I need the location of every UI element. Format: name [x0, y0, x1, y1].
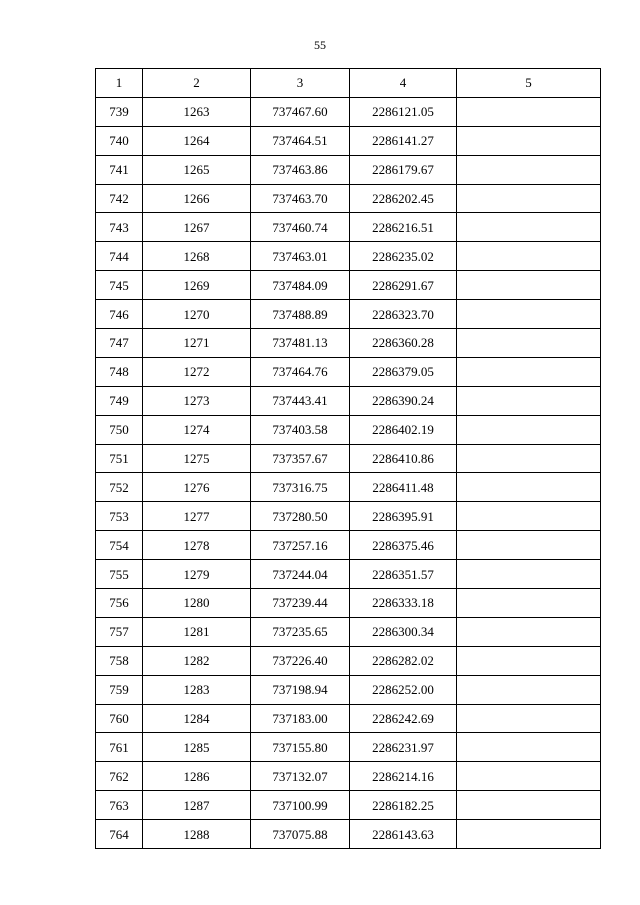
table-cell-col-4: 2286379.05: [350, 357, 457, 386]
table-cell-col-3: 737467.60: [251, 97, 350, 126]
table-cell-col-2: 1275: [143, 444, 251, 473]
table-cell-col-2: 1272: [143, 357, 251, 386]
table-cell-col-1: 747: [96, 329, 143, 358]
table-cell-col-1: 761: [96, 733, 143, 762]
table-cell-col-3: 737481.13: [251, 329, 350, 358]
table-cell-col-1: 758: [96, 646, 143, 675]
table-cell-col-1: 745: [96, 271, 143, 300]
table-row: [96, 271, 601, 300]
table-cell-col-5: [457, 646, 601, 675]
table-cell-col-5: [457, 589, 601, 618]
table-cell-col-5: [457, 560, 601, 589]
table-row: [96, 560, 601, 589]
table-cell-col-4: 2286179.67: [350, 155, 457, 184]
table-row: [96, 617, 601, 646]
table-cell-col-5: [457, 155, 601, 184]
table-cell-col-1: 753: [96, 502, 143, 531]
table-cell-col-3: 737463.70: [251, 184, 350, 213]
table-row: [96, 184, 601, 213]
table-cell-col-1: 739: [96, 97, 143, 126]
table-row: [96, 675, 601, 704]
table-cell-col-5: [457, 357, 601, 386]
table-cell-col-3: 737443.41: [251, 386, 350, 415]
table-row: [96, 820, 601, 849]
table-cell-col-4: 2286216.51: [350, 213, 457, 242]
table-cell-col-5: [457, 473, 601, 502]
column-header-3: 3: [251, 69, 350, 98]
table-cell-col-3: 737075.88: [251, 820, 350, 849]
table-cell-col-3: 737100.99: [251, 791, 350, 820]
table-cell-col-3: 737463.01: [251, 242, 350, 271]
table-cell-col-2: 1280: [143, 589, 251, 618]
table-cell-col-2: 1277: [143, 502, 251, 531]
table-row: [96, 155, 601, 184]
table-cell-col-5: [457, 271, 601, 300]
table-row: [96, 444, 601, 473]
table-cell-col-3: 737198.94: [251, 675, 350, 704]
table-cell-col-2: 1283: [143, 675, 251, 704]
table-cell-col-5: [457, 415, 601, 444]
table-cell-col-4: 2286351.57: [350, 560, 457, 589]
table-cell-col-1: 762: [96, 762, 143, 791]
table-cell-col-1: 756: [96, 589, 143, 618]
table-cell-col-5: [457, 329, 601, 358]
table-cell-col-1: 755: [96, 560, 143, 589]
table-cell-col-3: 737235.65: [251, 617, 350, 646]
table-cell-col-3: 737484.09: [251, 271, 350, 300]
table-cell-col-4: 2286202.45: [350, 184, 457, 213]
table-cell-col-3: 737403.58: [251, 415, 350, 444]
table-row: [96, 589, 601, 618]
table-cell-col-2: 1266: [143, 184, 251, 213]
table-cell-col-4: 2286282.02: [350, 646, 457, 675]
table-cell-col-1: 764: [96, 820, 143, 849]
table-row: [96, 126, 601, 155]
column-header-1: 1: [96, 69, 143, 98]
table-row: [96, 733, 601, 762]
table-cell-col-1: 763: [96, 791, 143, 820]
table-cell-col-3: 737155.80: [251, 733, 350, 762]
table-cell-col-1: 757: [96, 617, 143, 646]
table-cell-col-2: 1286: [143, 762, 251, 791]
table-row: [96, 242, 601, 271]
table-cell-col-5: [457, 502, 601, 531]
table-cell-col-4: 2286390.24: [350, 386, 457, 415]
table-cell-col-3: 737464.76: [251, 357, 350, 386]
table-cell-col-3: 737463.86: [251, 155, 350, 184]
table-cell-col-2: 1282: [143, 646, 251, 675]
table-cell-col-2: 1271: [143, 329, 251, 358]
table-cell-col-3: 737488.89: [251, 300, 350, 329]
table-cell-col-5: [457, 820, 601, 849]
column-header-2: 2: [143, 69, 251, 98]
table-cell-col-1: 742: [96, 184, 143, 213]
table-row: [96, 386, 601, 415]
table-cell-col-3: 737239.44: [251, 589, 350, 618]
table-cell-col-4: 2286182.25: [350, 791, 457, 820]
table-cell-col-2: 1276: [143, 473, 251, 502]
column-header-5: 5: [457, 69, 601, 98]
table-cell-col-3: 737244.04: [251, 560, 350, 589]
table-cell-col-1: 741: [96, 155, 143, 184]
table-cell-col-3: 737460.74: [251, 213, 350, 242]
table-header-row: [96, 69, 601, 98]
table-cell-col-4: 2286235.02: [350, 242, 457, 271]
table-cell-col-3: 737280.50: [251, 502, 350, 531]
table-cell-col-3: 737183.00: [251, 704, 350, 733]
table-cell-col-4: 2286291.67: [350, 271, 457, 300]
table-cell-col-5: [457, 242, 601, 271]
table-cell-col-2: 1278: [143, 531, 251, 560]
table-cell-col-5: [457, 733, 601, 762]
table-row: [96, 329, 601, 358]
table-cell-col-5: [457, 675, 601, 704]
table-row: [96, 473, 601, 502]
table-cell-col-4: 2286410.86: [350, 444, 457, 473]
table-cell-col-2: 1263: [143, 97, 251, 126]
table-cell-col-5: [457, 97, 601, 126]
table-row: [96, 502, 601, 531]
table-cell-col-5: [457, 791, 601, 820]
table-row: [96, 531, 601, 560]
table-cell-col-5: [457, 762, 601, 791]
table-cell-col-1: 740: [96, 126, 143, 155]
table-cell-col-4: 2286242.69: [350, 704, 457, 733]
table-cell-col-3: 737257.16: [251, 531, 350, 560]
table-cell-col-4: 2286214.16: [350, 762, 457, 791]
table-row: [96, 357, 601, 386]
table-row: [96, 300, 601, 329]
table-cell-col-2: 1287: [143, 791, 251, 820]
table-cell-col-4: 2286121.05: [350, 97, 457, 126]
table-cell-col-3: 737316.75: [251, 473, 350, 502]
table-cell-col-4: 2286411.48: [350, 473, 457, 502]
table-cell-col-1: 749: [96, 386, 143, 415]
table-cell-col-2: 1285: [143, 733, 251, 762]
table-cell-col-2: 1273: [143, 386, 251, 415]
table-cell-col-2: 1270: [143, 300, 251, 329]
table-cell-col-1: 760: [96, 704, 143, 733]
table-cell-col-4: 2286333.18: [350, 589, 457, 618]
table-cell-col-1: 748: [96, 357, 143, 386]
table-row: [96, 97, 601, 126]
table-row: [96, 791, 601, 820]
table-row: [96, 704, 601, 733]
table-cell-col-4: 2286323.70: [350, 300, 457, 329]
table-cell-col-1: 752: [96, 473, 143, 502]
table-cell-col-5: [457, 213, 601, 242]
table-cell-col-1: 759: [96, 675, 143, 704]
table-cell-col-2: 1281: [143, 617, 251, 646]
table-cell-col-5: [457, 704, 601, 733]
table-cell-col-4: 2286375.46: [350, 531, 457, 560]
table-cell-col-1: 751: [96, 444, 143, 473]
column-header-4: 4: [350, 69, 457, 98]
table-cell-col-1: 743: [96, 213, 143, 242]
table-cell-col-3: 737132.07: [251, 762, 350, 791]
table-cell-col-5: [457, 617, 601, 646]
table-cell-col-4: 2286252.00: [350, 675, 457, 704]
table-cell-col-4: 2286141.27: [350, 126, 457, 155]
table-row: [96, 415, 601, 444]
table-body: [96, 97, 601, 848]
table-cell-col-2: 1267: [143, 213, 251, 242]
table-row: [96, 646, 601, 675]
table-cell-col-2: 1265: [143, 155, 251, 184]
table-cell-col-2: 1284: [143, 704, 251, 733]
table-cell-col-4: 2286395.91: [350, 502, 457, 531]
table-row: [96, 213, 601, 242]
coordinates-table: [95, 68, 601, 849]
table-cell-col-1: 750: [96, 415, 143, 444]
table-cell-col-3: 737226.40: [251, 646, 350, 675]
table-cell-col-5: [457, 444, 601, 473]
table-cell-col-4: 2286300.34: [350, 617, 457, 646]
table-cell-col-5: [457, 184, 601, 213]
table-cell-col-4: 2286402.19: [350, 415, 457, 444]
table-cell-col-5: [457, 386, 601, 415]
table-cell-col-2: 1268: [143, 242, 251, 271]
table-row: [96, 762, 601, 791]
table-cell-col-2: 1288: [143, 820, 251, 849]
page-number: 55: [314, 38, 326, 52]
table-cell-col-4: 2286231.97: [350, 733, 457, 762]
table-cell-col-1: 744: [96, 242, 143, 271]
table-cell-col-3: 737464.51: [251, 126, 350, 155]
table-cell-col-5: [457, 300, 601, 329]
table-cell-col-5: [457, 531, 601, 560]
table-cell-col-3: 737357.67: [251, 444, 350, 473]
table-cell-col-1: 746: [96, 300, 143, 329]
table-cell-col-2: 1269: [143, 271, 251, 300]
table-cell-col-2: 1264: [143, 126, 251, 155]
table-cell-col-1: 754: [96, 531, 143, 560]
table-cell-col-5: [457, 126, 601, 155]
table-cell-col-2: 1274: [143, 415, 251, 444]
table-cell-col-4: 2286143.63: [350, 820, 457, 849]
table-cell-col-2: 1279: [143, 560, 251, 589]
table-cell-col-4: 2286360.28: [350, 329, 457, 358]
